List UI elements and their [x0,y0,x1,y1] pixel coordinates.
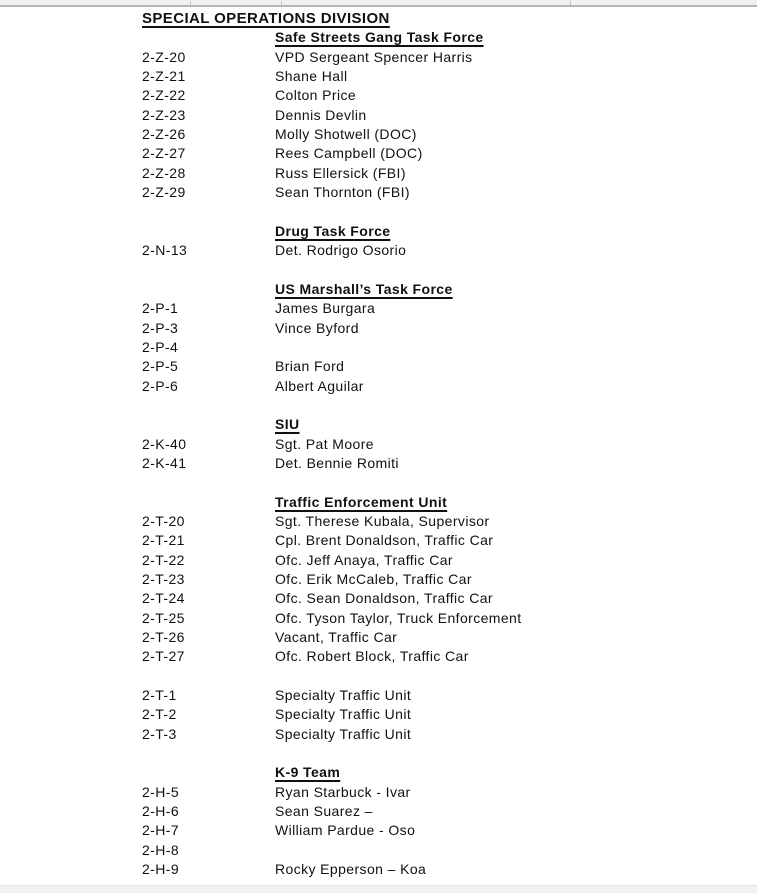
officer-name: Specialty Traffic Unit [275,687,412,704]
officer-name: Det. Bennie Romiti [275,454,399,471]
section-heading: Safe Streets Gang Task Force [275,29,484,46]
officer-name: Ofc. Robert Block, Traffic Car [275,648,469,665]
roster-row [142,67,749,86]
call-sign: 2-P-6 [142,377,179,394]
roster-section [142,222,749,261]
roster-row [142,512,749,531]
page-bottom-edge-strip [0,885,757,893]
call-sign: 2-Z-27 [142,145,186,162]
officer-name: Russ Ellersick (FBI) [275,164,406,181]
officer-name: William Pardue - Oso [275,822,416,839]
section-heading-row [142,493,749,512]
call-sign: 2-P-4 [142,338,179,355]
officer-name: Specialty Traffic Unit [275,725,412,742]
call-sign-spacer [142,222,275,241]
officer-name: Rees Campbell (DOC) [275,145,423,162]
roster-row [142,841,749,860]
call-sign: 2-H-7 [142,822,180,839]
officer-name: Vacant, Traffic Car [275,629,398,645]
officer-name: Colton Price [275,87,357,104]
roster-section [142,763,749,879]
officer-name [275,338,749,357]
ruler-tick [190,1,191,5]
call-sign-spacer [142,280,275,299]
roster-row [142,338,749,357]
roster-section [142,686,749,744]
call-sign: 2-T-1 [142,687,177,704]
roster-row [142,821,749,840]
section-heading: SIU [275,416,300,433]
officer-name: Brian Ford [275,358,345,375]
roster-row [142,531,749,550]
call-sign-spacer [142,415,275,434]
section-heading-cell [275,415,749,434]
roster-row [142,628,749,647]
roster-row [142,783,749,802]
roster-row [142,144,749,163]
call-sign: 2-T-27 [142,648,185,665]
roster-row [142,802,749,821]
roster-row [142,686,749,705]
officer-name: Specialty Traffic Unit [275,706,412,723]
call-sign: 2-Z-22 [142,87,186,104]
roster-row [142,435,749,454]
roster-row [142,299,749,318]
section-heading-row [142,222,749,241]
roster-row [142,609,749,628]
officer-name: Dennis Devlin [275,106,367,123]
call-sign: 2-Z-20 [142,48,186,65]
section-heading-row [142,28,749,47]
officer-name: Molly Shotwell (DOC) [275,126,417,143]
roster-row [142,86,749,105]
call-sign: 2-N-13 [142,242,188,259]
call-sign: 2-T-24 [142,590,185,607]
call-sign: 2-T-23 [142,570,185,587]
call-sign: 2-T-22 [142,551,185,568]
call-sign: 2-T-3 [142,725,177,742]
call-sign: 2-H-6 [142,803,180,820]
call-sign: 2-H-5 [142,783,180,800]
section-heading-row [142,763,749,782]
document-page [142,9,749,879]
officer-name: Sgt. Therese Kubala, Supervisor [275,512,490,529]
officer-name: Ryan Starbuck - Ivar [275,783,411,800]
roster-row [142,164,749,183]
roster-section [142,280,749,396]
roster-section [142,415,749,473]
call-sign: 2-H-8 [142,841,180,858]
call-sign: 2-T-21 [142,532,185,549]
officer-name: Ofc. Sean Donaldson, Traffic Car [275,590,493,607]
officer-name: Ofc. Jeff Anaya, Traffic Car [275,551,453,568]
page-title: SPECIAL OPERATIONS DIVISION [142,10,390,27]
call-sign-spacer [142,28,275,47]
section-heading: Drug Task Force [275,222,391,239]
roster-row [142,48,749,67]
officer-name: Shane Hall [275,68,348,85]
call-sign: 2-H-9 [142,861,180,878]
call-sign: 2-K-41 [142,454,187,471]
ruler-tick [281,1,282,5]
call-sign: 2-Z-26 [142,126,186,143]
roster-row [142,589,749,608]
roster-row [142,725,749,744]
call-sign: 2-Z-29 [142,184,186,201]
call-sign: 2-Z-23 [142,106,186,123]
roster-row [142,551,749,570]
page-top-edge-strip [0,0,757,7]
officer-name: Rocky Epperson – Koa [275,861,427,878]
roster-row [142,570,749,589]
roster-section [142,28,749,202]
call-sign-spacer [142,763,275,782]
roster-sections-container [142,28,749,879]
officer-name: Ofc. Tyson Taylor, Truck Enforcement [275,609,522,626]
roster-row [142,705,749,724]
roster-row [142,454,749,473]
roster-row [142,125,749,144]
officer-name: Vince Byford [275,319,359,336]
call-sign: 2-K-40 [142,435,187,452]
call-sign: 2-P-3 [142,319,179,336]
section-heading-row [142,415,749,434]
call-sign: 2-Z-28 [142,164,186,181]
officer-name: James Burgara [275,300,376,317]
officer-name: Det. Rodrigo Osorio [275,242,407,259]
section-heading-cell [275,28,749,47]
title-row [142,9,749,28]
roster-row [142,357,749,376]
roster-row [142,860,749,879]
roster-row [142,241,749,260]
roster-row [142,106,749,125]
section-heading-row [142,280,749,299]
ruler-tick [570,1,571,5]
officer-name: Sean Suarez – [275,803,373,820]
officer-name: Sean Thornton (FBI) [275,184,410,201]
call-sign: 2-Z-21 [142,68,186,85]
officer-name [275,841,749,860]
call-sign: 2-T-25 [142,609,185,626]
officer-name: Ofc. Erik McCaleb, Traffic Car [275,570,472,587]
section-heading-cell [275,493,749,512]
call-sign: 2-P-5 [142,358,179,375]
roster-section [142,493,749,667]
section-heading-cell [275,222,749,241]
call-sign: 2-P-1 [142,300,179,317]
call-sign: 2-T-26 [142,629,185,645]
section-heading: K-9 Team [275,764,341,781]
section-heading-cell [275,280,749,299]
officer-name: Sgt. Pat Moore [275,435,374,452]
section-heading: Traffic Enforcement Unit [275,493,448,510]
roster-row [142,647,749,666]
call-sign: 2-T-2 [142,706,177,723]
officer-name: VPD Sergeant Spencer Harris [275,48,473,65]
roster-row [142,377,749,396]
call-sign: 2-T-20 [142,512,185,529]
call-sign-spacer [142,493,275,512]
section-heading-cell [275,763,749,782]
roster-row [142,319,749,338]
roster-row [142,183,749,202]
section-heading: US Marshall’s Task Force [275,280,453,297]
officer-name: Albert Aguilar [275,377,364,394]
officer-name: Cpl. Brent Donaldson, Traffic Car [275,532,494,549]
